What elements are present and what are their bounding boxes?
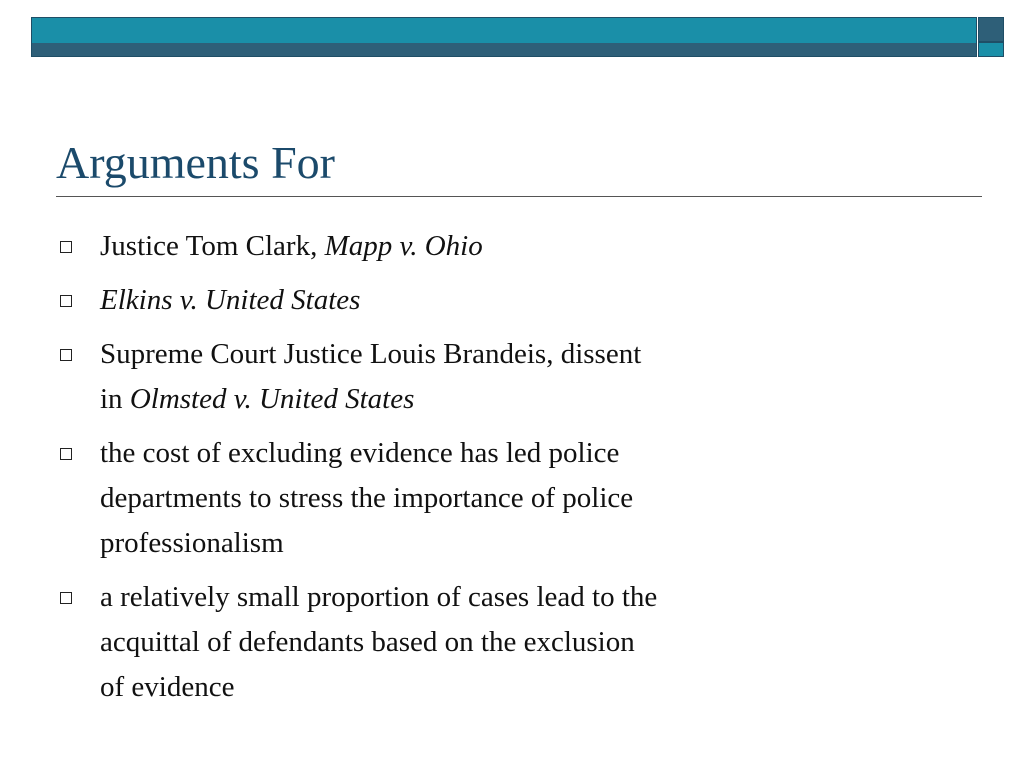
square-bullet-icon	[60, 241, 72, 253]
bullet-line	[100, 377, 856, 422]
case-name: Elkins v. United States	[100, 284, 361, 316]
bullet-text: of evidence	[100, 671, 235, 703]
header-corner-block-top	[978, 17, 1004, 42]
square-bullet-icon	[60, 592, 72, 604]
bullet-text: the cost of excluding evidence has led police	[100, 437, 620, 469]
bullet-item	[56, 575, 856, 710]
bullet-item	[56, 431, 856, 566]
bullet-text: Supreme Court Justice Louis Brandeis, dissent	[100, 338, 642, 370]
bullet-text: acquittal of defendants based on the exclusion	[100, 626, 635, 658]
header-decoration-bar	[31, 17, 977, 57]
square-bullet-icon	[60, 349, 72, 361]
title-divider	[56, 196, 982, 197]
bullet-item	[56, 332, 856, 422]
case-name: Olmsted v. United States	[129, 383, 415, 415]
bullet-text: departments to stress the importance of police	[100, 482, 634, 514]
bullet-list	[56, 224, 856, 719]
bullet-text: professionalism	[100, 527, 284, 559]
bullet-item	[56, 224, 856, 269]
bullet-item	[56, 278, 856, 323]
bullet-text: a relatively small proportion of cases lead to the	[100, 581, 658, 613]
square-bullet-icon	[60, 295, 72, 307]
header-corner-block-bottom	[978, 42, 1004, 57]
slide-title: Arguments For	[56, 137, 335, 188]
bullet-text: in	[100, 383, 130, 415]
bullet-line	[100, 224, 856, 269]
case-name: Mapp v. Ohio	[324, 230, 483, 262]
square-bullet-icon	[60, 448, 72, 460]
bullet-text: Justice Tom Clark,	[100, 230, 325, 262]
